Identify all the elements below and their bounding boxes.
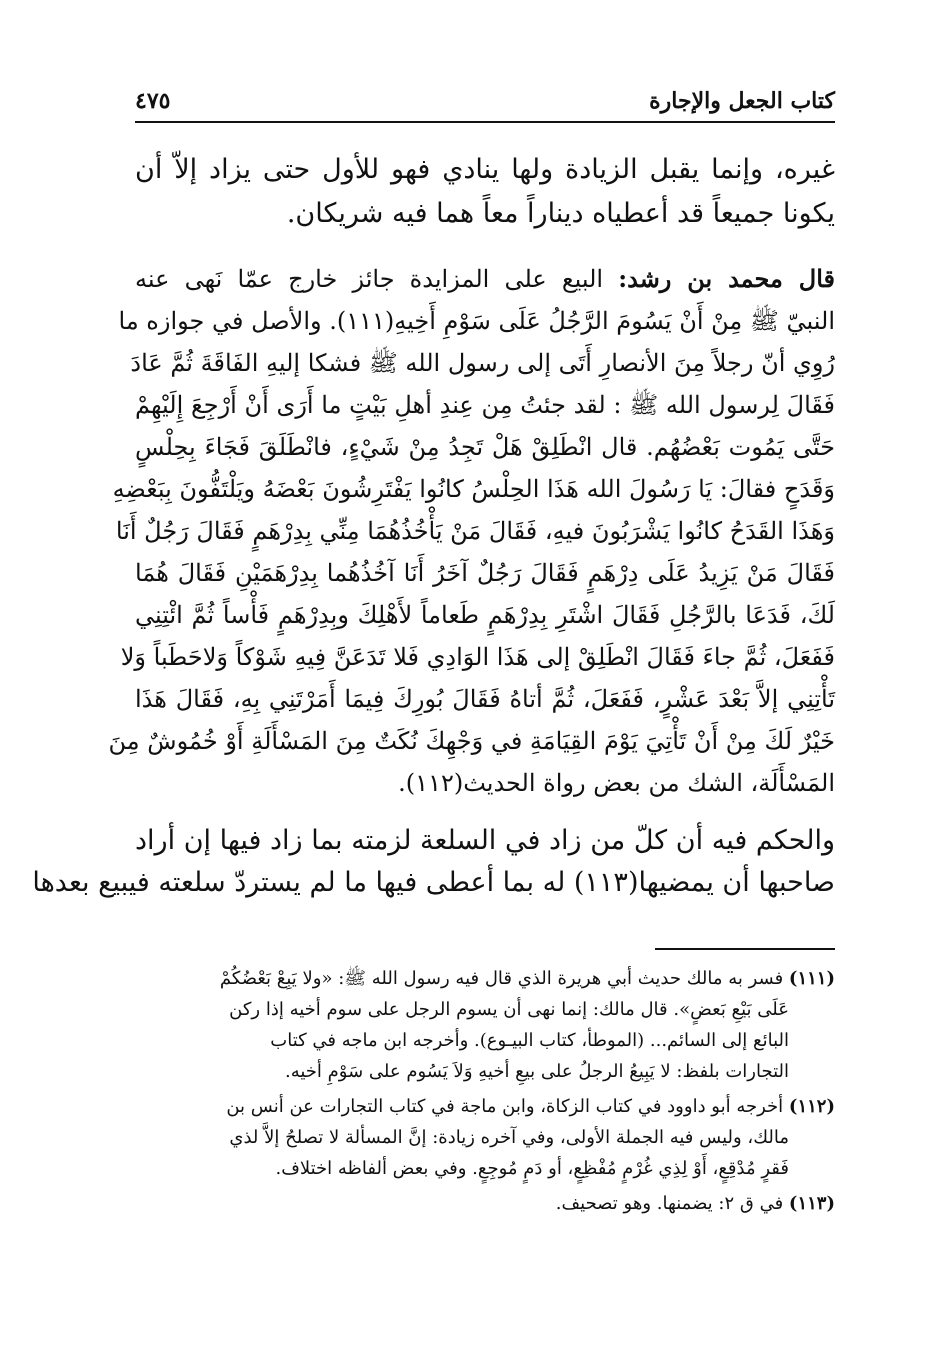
footnote-text: في ق ٢: يضمنها. وهو تصحيف. (555, 1193, 784, 1214)
footnote-line: عَلَى بَيْعِ بَعضٍ». قال مالك: إنما نهى أن يسوم الرجل على سوم أخيه إذا ركن (229, 999, 789, 1020)
text-line: لَكَ، فَدَعَا بالرَّجُلِ فَقَالَ اشْتَرِ بِدِرْهَمٍ طَعاماً لأَهْلِكَ وبِدِرْهَمٍ فَأْساً ثُمَّ ائْتِنِي (135, 601, 835, 629)
footnote-line: البائع إلى السائم... (الموطأ، كتاب البيـوع). وأخرجه ابن ماجه في كتاب (270, 1030, 789, 1051)
text-line: يكونا جميعاً قد أعطياه ديناراً معاً هما فيه شريكان. (286, 198, 835, 229)
text-line: خَيْرٌ لَكَ مِنْ أَنْ تَأْتِيَ يَوْمَ القِيَامَةِ في وَجْهِكَ نُكَتٌ مِنَ المَسْأَلَةِ أَوْ خُمُوشٌ مِنَ (108, 727, 835, 755)
footnotes (135, 963, 835, 1223)
footnote-line: فَقرٍ مُدْقِعٍ، أَوْ لِذِي غُرْمٍ مُفْظِعٍ، أو دَمٍ مُوجِعٍ. وفي بعض ألفاظه اختلاف. (275, 1158, 789, 1179)
text-line: فَقَالَ لِرسول الله ﷺ : لقد جئتُ مِن عِندِ أهلِ بَيْتٍ ما أَرَى أَنْ أَرْجِعَ إِلَيْهِمْ (135, 391, 835, 419)
paragraph-lead: قال محمد بن رشد: (618, 264, 835, 293)
footnote-line: التجارات بلفظ: لا يَبِيعُ الرجلُ على بيعِ أخيهِ وَلاَ يَسُوم على سَوْمِ أخيه. (285, 1061, 789, 1082)
footnote-number: (١١١) (788, 968, 835, 989)
paragraph-3 (32, 820, 835, 904)
footnote-113 (135, 1188, 835, 1219)
footnote-number: (١١٢) (788, 1096, 835, 1117)
paragraph-2 (108, 258, 835, 804)
footnote-text: أخرجه أبو داوود في كتاب الزكاة، وابن ماجة في كتاب التجارات عن أنس بن (226, 1096, 784, 1117)
text-line: فَفَعَلَ، ثُمَّ جاءَ فَقَالَ انْطَلِقْ إلى هَذَا الوَادِي فَلا تَدَعَنَّ فِيهِ شَوْكاً وَلاحَطَباً وَلا (120, 643, 835, 671)
footnote-line (135, 1091, 835, 1122)
footnote-line (135, 963, 835, 994)
footnote-divider (655, 948, 835, 950)
text-line: وَقَدَحٍ فقالَ: يَا رَسُولَ الله هَذَا الحِلْسُ كانُوا يَفْتَرِشُونَ بَعْضَهُ ويَلْتَفُّونَ بِبَعْضِهِ (112, 475, 835, 503)
text-line: فَقَالَ مَنْ يَزِيدُ عَلَى دِرْهَمٍ فَقَالَ رَجُلٌ آخَرُ أَنَا آخُذُهُما بِدِرْهَمَيْنِ فَقَالَ هُمَا (135, 559, 835, 587)
header-divider (135, 121, 835, 123)
text-line: المَسْأَلَة، الشك من بعض رواة الحديث(١١٢). (398, 769, 835, 797)
footnote-line (135, 1188, 835, 1219)
text-line: النبيّ ﷺ مِنْ أَنْ يَسُومَ الرَّجُلُ عَلَى سَوْمِ أَخِيهِ(١١١). والأصل في جوازه ما (118, 307, 835, 335)
running-header (135, 88, 835, 122)
text-line: وَهَذَا القَدَحُ كانُوا يَشْرَبُونَ فيهِ، فَقَالَ مَنْ يَأْخُذُهُمَا مِنِّي بِدِرْهَمٍ فَقَالَ رَجُلٌ أَنَا (115, 517, 835, 545)
footnote-111 (135, 963, 835, 1087)
text-line: غيره، وإنما يقبل الزيادة ولها ينادي فهو للأول حتى يزاد إلاّ أن (135, 154, 835, 185)
page-number: ٤٧٥ (135, 88, 171, 114)
paragraph-1 (135, 148, 835, 236)
chapter-title: كتاب الجعل والإجارة (649, 88, 835, 114)
text-line: والحكم فيه أن كلّ من زاد في السلعة لزمته بما زاد فيها إن أراد (135, 825, 835, 856)
text-line: حَتَّى يَمُوت بَعْضُهُم. قال انْطَلِقْ هَلْ تَجِدُ مِنْ شَيْءٍ، فانْطَلَقَ فَجَاءَ بِحِلْسٍ (135, 433, 835, 461)
text-line: رُوِي أنّ رجلاً مِنَ الأنصارِ أَتَى إلى رسول الله ﷺ فشكا إليهِ الفَاقَةَ ثُمَّ عَادَ (130, 349, 835, 377)
text-line (135, 258, 835, 300)
footnote-number: (١١٣) (788, 1193, 835, 1214)
footnote-text: فسر به مالك حديث أبي هريرة الذي قال فيه رسول الله ﷺ: «ولا يَبِعْ بَعْضُكُمْ (219, 968, 784, 989)
text-line: تَأْتِنِي إلاَّ بَعْدَ عَشْرٍ، فَفَعَلَ، ثُمَّ أتاهُ فَقَالَ بُورِكَ فِيمَا أَمَرْتَنِي بِهِ، فَقَالَ هَذَا (135, 685, 835, 713)
footnote-112 (135, 1091, 835, 1184)
footnote-line: مالك، وليس فيه الجملة الأولى، وفي آخره زيادة: إنَّ المسألة لا تصلحُ إلاَّ لذي (229, 1127, 789, 1148)
text-line: صاحبها أن يمضيها(١١٣) له بما أعطى فيها ما لم يستردّ سلعته فيبيع بعدها (32, 867, 835, 898)
lead-line-rest: البيع على المزايدة جائز خارج عمّا نَهى عنه (135, 265, 604, 293)
